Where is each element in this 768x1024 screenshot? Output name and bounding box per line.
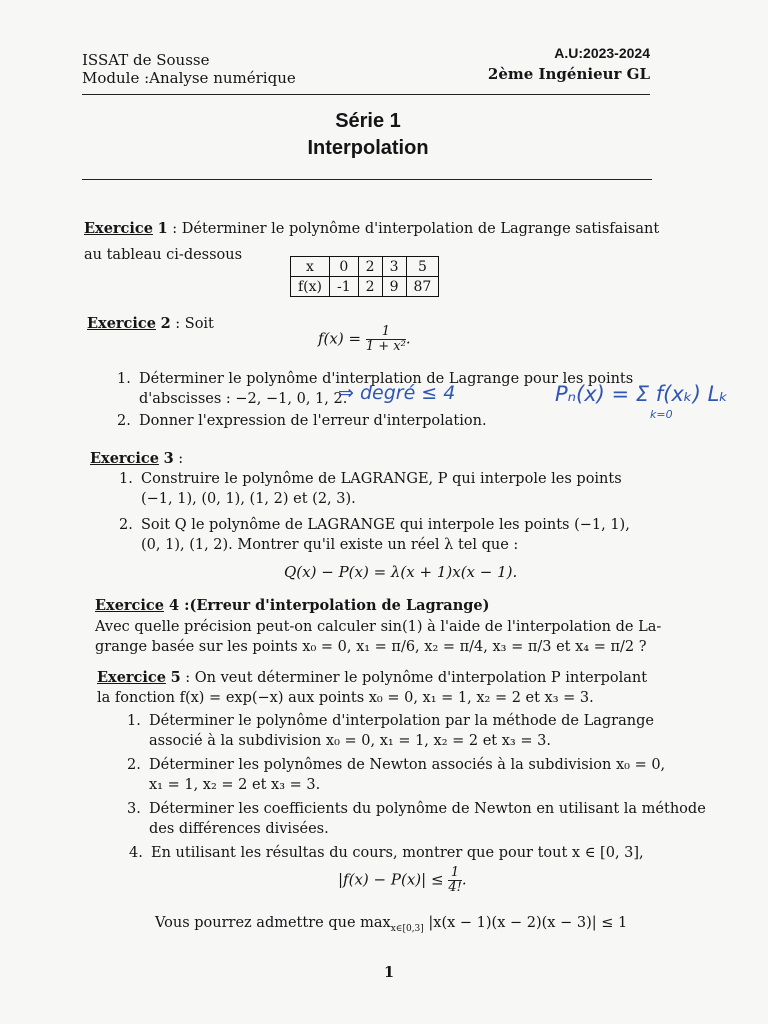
exercise-5-text: : On veut déterminer le polynôme d'interpolation P interpolant: [180, 670, 648, 686]
table-cell: 2: [358, 277, 382, 297]
table-row-x: [291, 257, 439, 277]
exercise-1-statement: [84, 220, 659, 238]
exercise-5-item-3: [127, 800, 706, 818]
exercise-2-formula: [318, 325, 411, 354]
class-level: 2ème Ingénieur GL: [487, 65, 650, 83]
exercise-4-number: 4: [169, 597, 180, 614]
exercise-3-item-2-cont: (0, 1), (1, 2). Montrer qu'il existe un réel λ tel que :: [141, 537, 519, 553]
item-text: Déterminer les polynômes de Newton associés à la subdivision x₀ = 0,: [149, 757, 666, 773]
formula-numerator: 1: [366, 325, 406, 340]
formula-numerator: 1: [448, 866, 462, 881]
table-cell: 9: [382, 277, 406, 297]
exercise-5-item-2-cont: x₁ = 1, x₂ = 2 et x₃ = 3.: [149, 777, 321, 793]
formula-fraction: [448, 866, 462, 895]
exercise-3-formula: Q(x) − P(x) = λ(x + 1)x(x − 1).: [284, 563, 518, 581]
table-cell: -1: [330, 277, 359, 297]
module-name: Module :Analyse numérique: [82, 69, 296, 87]
exercise-4-text: :(Erreur d'interpolation de Lagrange): [179, 597, 490, 614]
exercise-5-note: [155, 914, 627, 938]
item-text: Déterminer les coefficients du polynôme de Newton en utilisant la méthode: [149, 801, 706, 817]
formula-lhs: |f(x) − P(x)| ≤: [338, 870, 444, 889]
table-cell: x: [291, 257, 330, 277]
formula-denominator: 1 + x²: [365, 339, 406, 354]
item-text: Construire le polynôme de LAGRANGE, P qui interpole les points: [141, 471, 622, 487]
exercise-2-statement: [87, 315, 214, 333]
item-number: 1.: [117, 371, 131, 387]
title-rule: [82, 179, 652, 180]
exercise-2-item-1-cont: d'abscisses : −2, −1, 0, 1, 2.: [139, 391, 348, 407]
table-row-fx: [291, 277, 439, 297]
exercise-4-statement: [95, 597, 489, 615]
note-end: |x(x − 1)(x − 2)(x − 3)| ≤ 1: [423, 915, 628, 931]
exercise-5-item-4: [129, 844, 644, 862]
item-text: Donner l'expression de l'erreur d'interpolation.: [139, 413, 487, 429]
exercise-5-line-2: la fonction f(x) = exp(−x) aux points x₀ = 0, x₁ = 1, x₂ = 2 et x₃ = 3.: [97, 690, 594, 706]
table-cell: 5: [406, 257, 439, 277]
exercise-1-number: 1: [157, 220, 168, 237]
header-rule: [82, 94, 650, 95]
exercise-3-item-1-cont: (−1, 1), (0, 1), (1, 2) et (2, 3).: [141, 491, 356, 507]
item-text: En utilisant les résultas du cours, montrer que pour tout x ∈ [0, 3],: [151, 845, 644, 861]
table-cell: 3: [382, 257, 406, 277]
exercise-1-label: Exercice: [84, 220, 153, 237]
values-table: [290, 256, 439, 297]
item-number: 1.: [127, 713, 141, 729]
exercise-4-line-2: grange basée sur les points x₀ = 0, x₁ = π/6, x₂ = π/4, x₃ = π/3 et x₄ = π/2 ?: [95, 639, 647, 655]
item-number: 4.: [129, 845, 143, 861]
exercise-2-item-2: [117, 412, 487, 430]
exercise-4-label: Exercice: [95, 597, 164, 614]
formula-end: .: [461, 870, 467, 889]
formula-lhs: f(x) =: [318, 329, 362, 348]
exercise-2-label: Exercice: [87, 315, 156, 332]
note-text: Vous pourrez admettre que max: [155, 915, 391, 931]
item-text: Soit Q le polynôme de LAGRANGE qui interpole les points (−1, 1),: [141, 517, 630, 533]
exercise-4-line-1: Avec quelle précision peut-on calculer sin(1) à l'aide de l'interpolation de La-: [95, 619, 662, 635]
item-number: 3.: [127, 801, 141, 817]
exercise-5-formula: [338, 866, 467, 895]
exercise-5-item-3-cont: des différences divisées.: [149, 821, 329, 837]
exercise-5-statement: [97, 669, 647, 687]
exercise-5-label: Exercice: [97, 669, 166, 686]
formula-denominator: 4!: [448, 880, 462, 895]
series-subtitle: Interpolation: [307, 137, 429, 159]
exercise-3-label: Exercice: [90, 450, 159, 467]
handwritten-note-degree: ⇒ degré ≤ 4: [338, 382, 456, 404]
item-number: 1.: [119, 471, 133, 487]
exercise-1-text: : Déterminer le polynôme d'interpolation de Lagrange satisfaisant: [167, 221, 660, 237]
table-cell: 2: [358, 257, 382, 277]
formula-fraction: [366, 325, 406, 354]
series-title: Série 1: [335, 110, 401, 132]
item-number: 2.: [127, 757, 141, 773]
exercise-2-number: 2: [160, 315, 171, 332]
item-text: Déterminer le polynôme d'interpolation par la méthode de Lagrange: [149, 713, 654, 729]
handwritten-note-formula: Pₙ(x) = Σ f(xₖ) Lₖ: [555, 382, 729, 406]
formula-end: .: [405, 329, 411, 348]
exercise-3-statement: [90, 450, 183, 468]
item-text: Déterminer le polynôme d'interplation de Lagrange pour les points: [139, 371, 634, 387]
exercise-3-text: :: [173, 451, 184, 467]
item-number: 2.: [117, 413, 131, 429]
exercise-2-text: : Soit: [170, 316, 214, 332]
school-name: ISSAT de Sousse: [82, 51, 210, 69]
exercise-3-number: 3: [163, 450, 174, 467]
exercise-3-item-1: [119, 470, 622, 488]
table-cell: f(x): [291, 277, 330, 297]
exercise-5-item-1-cont: associé à la subdivision x₀ = 0, x₁ = 1, x₂ = 2 et x₃ = 3.: [149, 733, 551, 749]
exercise-1-text-2: au tableau ci-dessous: [84, 247, 243, 263]
academic-year: A.U:2023-2024: [554, 45, 650, 61]
item-number: 2.: [119, 517, 133, 533]
page-number: 1: [384, 964, 395, 981]
exercise-5-item-1: [127, 712, 654, 730]
handwritten-note-index: k=0: [650, 408, 673, 421]
table-cell: 0: [330, 257, 359, 277]
table-cell: 87: [406, 277, 439, 297]
exercise-5-item-2: [127, 756, 665, 774]
note-subscript: x∈[0,3]: [390, 923, 424, 934]
exercise-5-number: 5: [170, 669, 181, 686]
exercise-3-item-2: [119, 516, 630, 534]
